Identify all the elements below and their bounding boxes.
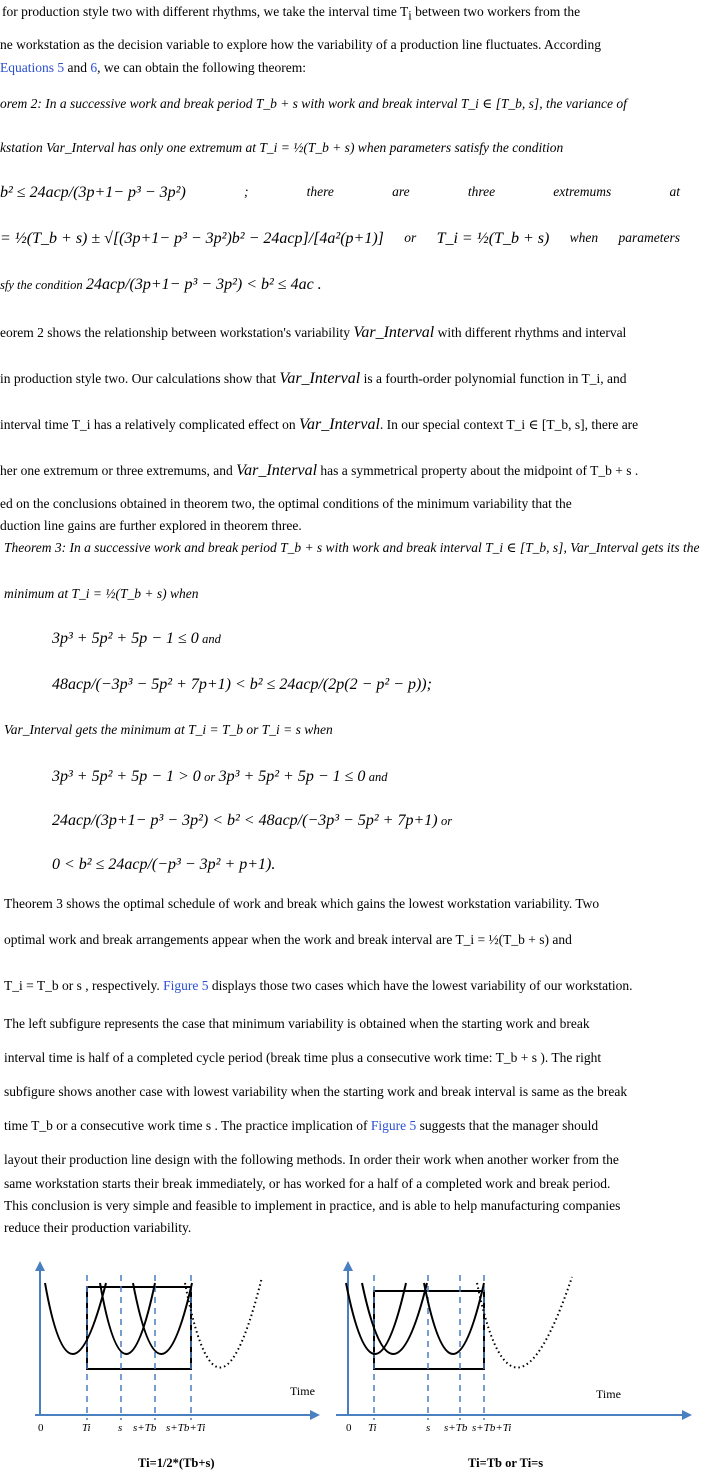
left-curve-1 (45, 1283, 106, 1354)
para2-line5: ed on the conclusions obtained in theorem two, the optimal conditions of the minimum variability that the (0, 496, 572, 511)
figure-right-subplot (332, 1255, 702, 1478)
para3-line6: subfigure shows another case with lowest variability when the starting work and break interval is same as the break (4, 1084, 628, 1099)
right-curve-dotted (477, 1277, 572, 1368)
right-curve-1 (346, 1283, 406, 1354)
theorem3-eq5: 0 < b² ≤ 24acp/(−p³ − 3p² + p+1). (52, 856, 276, 873)
left-tick-s: s (118, 1422, 123, 1434)
left-tick-ti: Ti (82, 1422, 91, 1434)
equation6-link[interactable]: 6 (90, 60, 98, 75)
right-y-arrow (343, 1261, 353, 1271)
right-curve-3 (424, 1283, 484, 1354)
theorem3-eq4: 24acp/(3p+1− p³ − 3p²) < b² < 48acp/(−3p³ − 5p² + 7p+1) or (52, 812, 453, 829)
para3-line5: interval time is half of a completed cycle period (break time plus a consecutive work time: T_b + s ). The right (4, 1050, 602, 1065)
theorem2-line5: sfy the condition 24acp/(3p+1− p³ − 3p²) < b² ≤ 4ac . (0, 276, 322, 293)
para3-line7: time T_b or a consecutive work time s . The practice implication of Figure 5 suggests that the manager should (4, 1118, 599, 1133)
right-tick-ti: Ti (368, 1422, 377, 1434)
para2-line2: in production style two. Our calculations show that Var_Interval is a fourth-order polynomial function in T_i, and (0, 370, 627, 387)
figure-left-subplot (0, 1255, 330, 1478)
left-y-arrow (35, 1261, 45, 1271)
right-tick-stbti: s+Tb+Ti (472, 1422, 512, 1434)
right-tick-0: 0 (346, 1422, 352, 1434)
para2-line3: interval time T_i has a relatively complicated effect on Var_Interval. In our special context T_i ∈ [T_b, s], there are (0, 416, 639, 433)
para3-line1: Theorem 3 shows the optimal schedule of work and break which gains the lowest workstation variability. Two (4, 896, 600, 911)
equations-link[interactable]: Equations 5 (0, 60, 65, 75)
left-curve-2 (100, 1283, 155, 1354)
theorem2-line2: kstation Var_Interval has only one extremum at T_i = ½(T_b + s) when parameters satisfy the condition (0, 140, 564, 155)
right-dashed-markers (374, 1275, 484, 1420)
para1-line3: Equations 5 and 6, we can obtain the following theorem: (0, 60, 306, 75)
theorem2-line3: b² ≤ 24acp/(3p+1− p³ − 3p²) ; there are three extremums at (0, 184, 680, 201)
theorem3-line1: Theorem 3: In a successive work and break period T_b + s with work and break interval T_i ∈ [T_b, s], Var_Interval gets its the (4, 540, 700, 555)
right-time-label: Time (596, 1387, 621, 1401)
theorem3-line2: minimum at T_i = ½(T_b + s) when (4, 586, 199, 601)
para2-line6: duction line gains are further explored in theorem three. (0, 518, 302, 533)
para1-line1: for production style two with different rhythms, we take the interval time $T_i$ between two workers from the (2, 4, 581, 23)
theorem3-eq1: 3p³ + 5p² + 5p − 1 ≤ 0 and (52, 630, 221, 647)
para3-line10: This conclusion is very simple and feasible to implement in practice, and is able to help manufacturing companies (4, 1198, 621, 1213)
theorem3-eq3: 3p³ + 5p² + 5p − 1 > 0 or 3p³ + 5p² + 5p − 1 ≤ 0 and (52, 768, 388, 785)
theorem3-eq2: 48acp/(−3p³ − 5p² + 7p+1) < b² ≤ 24acp/(2p(2 − p² − p)); (52, 676, 432, 693)
para3-line4: The left subfigure represents the case that minimum variability is obtained when the starting work and break (4, 1016, 590, 1031)
para3-line11: reduce their production variability. (4, 1220, 192, 1235)
left-tick-stb: s+Tb (133, 1422, 157, 1434)
right-tick-s: s (426, 1422, 431, 1434)
para2-line1: eorem 2 shows the relationship between workstation's variability Var_Interval with different rhythms and interval (0, 324, 627, 341)
right-curve-2 (362, 1283, 427, 1354)
left-subfigure-caption: Ti=1/2*(Tb+s) (138, 1456, 215, 1470)
theorem3-line3: Var_Interval gets the minimum at T_i = T_b or T_i = s when (4, 722, 333, 737)
left-time-label: Time (290, 1384, 315, 1398)
para3-line2: optimal work and break arrangements appear when the work and break interval are T_i = ½(T_b + s) and (4, 932, 572, 947)
left-curve-3 (133, 1283, 192, 1354)
para3-line3: T_i = T_b or s , respectively. Figure 5 displays those two cases which have the lowest variability of our workstation. (4, 978, 633, 993)
left-curve-dotted (185, 1277, 262, 1368)
figure5-link-2[interactable]: Figure 5 (370, 1118, 417, 1133)
para3-line8: layout their production line design with the following methods. In order their work when another worker from the (4, 1152, 619, 1167)
theorem2-line1: orem 2: In a successive work and break period T_b + s with work and break interval T_i ∈ [T_b, s], the variance of (0, 96, 627, 111)
theorem2-line4: = ½(T_b + s) ± √[(3p+1− p³ − 3p²)b² − 24acp]/[4a²(p+1)] or T_i = ½(T_b + s) when parameters (0, 230, 680, 247)
para1-line2: ne workstation as the decision variable to explore how the variability of a production line fluctuates. According (0, 37, 601, 52)
right-subfigure-caption: Ti=Tb or Ti=s (468, 1456, 544, 1470)
left-tick-stbti: s+Tb+Ti (166, 1422, 206, 1434)
figure5-link[interactable]: Figure 5 (163, 978, 209, 993)
left-x-arrow (310, 1410, 320, 1420)
para2-line4: her one extremum or three extremums, and Var_Interval has a symmetrical property about the midpoint of T_b + s . (0, 462, 639, 479)
right-tick-stb: s+Tb (444, 1422, 468, 1434)
left-tick-0: 0 (38, 1422, 44, 1434)
para3-line9: same workstation starts their break immediately, or has worked for a half of a completed work and break period. (4, 1176, 611, 1191)
right-x-arrow (682, 1410, 692, 1420)
